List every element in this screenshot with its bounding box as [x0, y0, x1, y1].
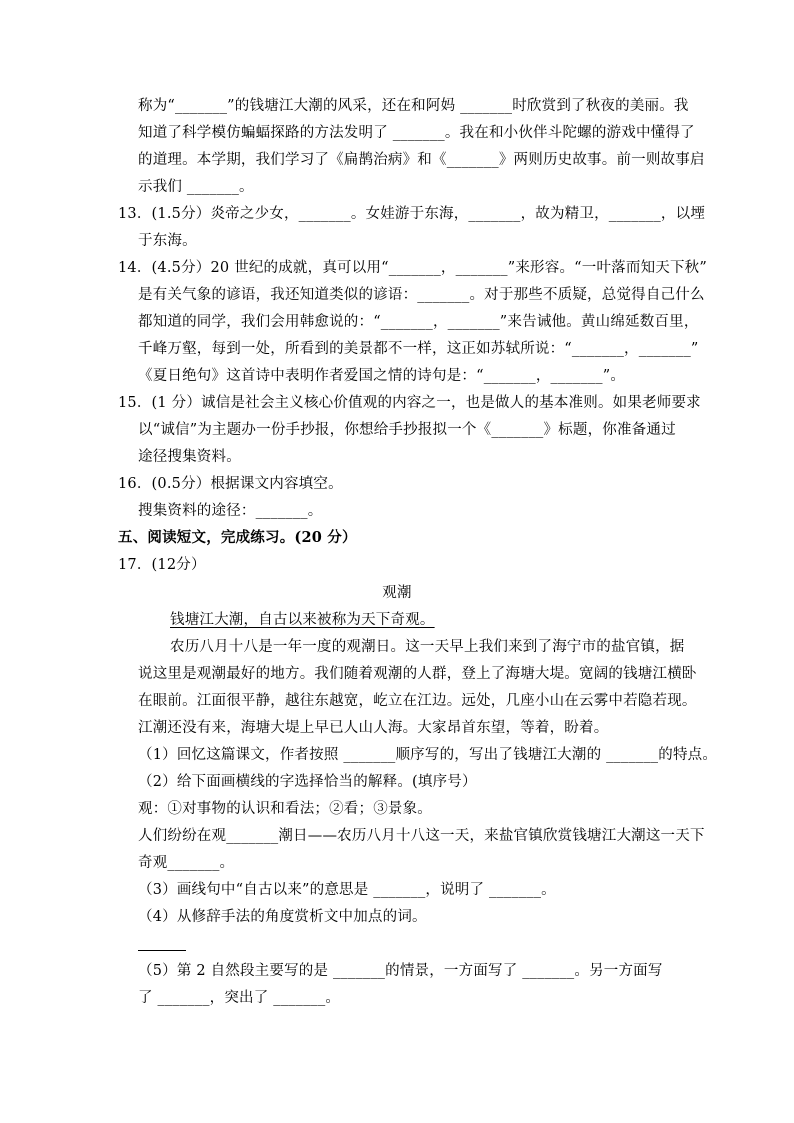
passage-line: 说这里是观潮最好的地方。我们随着观潮的人群，登上了海塘大堤。宽阔的钱塘江横卧 — [138, 666, 697, 682]
text-line: 的道理。本学期，我们学习了《扁鹊治病》和《_______》两则历史故事。前一则故事启 — [138, 152, 705, 168]
passage-line: 在眼前。江面很平静，越往东越宽，屹立在江边。远处，几座小山在云雾中若隐若现。 — [138, 693, 697, 709]
passage-title: 观潮 — [382, 585, 412, 601]
text-line: 途径搜集资料。 — [138, 449, 241, 465]
text-line: 了 _______，突出了 _______。 — [138, 990, 341, 1006]
question-17: 17．(12分） — [118, 557, 206, 573]
passage-line: 农历八月十八是一年一度的观潮日。这一天早上我们来到了海宁市的盐官镇，据 — [170, 639, 685, 655]
sub-question-1: （1）回忆这篇课文，作者按照 _______顺序写的，写出了钱塘江大潮的 _______的特点。 — [138, 747, 718, 763]
question-13: 13．(1.5分）炎帝之少女，_______。女娃游于东海，_______，故为精卫，_______，以堙 — [118, 206, 706, 222]
text-line: 人们纷纷在观_______潮日——农历八月十八这一天，来盐官镇欣赏钱塘江大潮这一天下 — [138, 828, 705, 844]
passage-line: 江潮还没有来，海塘大堤上早已人山人海。大家昂首东望，等着，盼着。 — [138, 720, 609, 736]
sub-question-3: （3）画线句中“自古以来”的意思是 _______，说明了 _______。 — [138, 882, 556, 898]
text-line: 千峰万壑，每到一处，所看到的美景都不一样，这正如苏轼所说：“_______，_______” — [138, 341, 699, 357]
text-line: 都知道的同学，我们会用韩愈说的：“_______，_______”来告诫他。黄山绵延数百里， — [138, 314, 699, 330]
text-line: 称为“_______”的钱塘江大潮的风采，还在和阿妈 _______时欣赏到了秋夜的美丽。我 — [138, 98, 689, 114]
section-heading: 五、阅读短文，完成练习。(20 分） — [118, 529, 357, 546]
text-line: 是有关气象的谚语，我还知道类似的谚语：_______。对于那些不质疑，总觉得自己什么 — [138, 287, 705, 303]
text-line: 以“诚信”为主题办一份手抄报，你想给手抄报拟一个《_______》标题，你准备通过 — [138, 422, 676, 438]
question-16: 16．(0.5分）根据课文内容填空。 — [118, 476, 343, 492]
text-line: 《夏日绝句》这首诗中表明作者爱国之情的诗句是：“_______，_______”。 — [138, 368, 626, 384]
sub-question-2: （2）给下面画横线的字选择恰当的解释。(填序号） — [138, 774, 477, 790]
question-14: 14．(4.5分）20 世纪的成就，真可以用“_______，_______”来形容。“一叶落而知天下秋” — [118, 260, 707, 276]
text-line: 于东海。 — [138, 233, 197, 249]
text-line: 奇观_______。 — [138, 855, 235, 871]
text-line: 搜集资料的途径：_______。 — [138, 503, 323, 519]
sub-question-4: （4）从修辞手法的角度赏析文中加点的词。 — [138, 909, 427, 925]
text-line: 示我们 _______。 — [138, 179, 254, 195]
sub-question-5: （5）第 2 自然段主要写的是 _______的情景，一方面写了 _______。另一方面写 — [138, 963, 663, 979]
answer-blank-line — [138, 950, 186, 951]
text-line: 知道了科学模仿蝙蝠探路的方法发明了 _______。我在和小伙伴斗陀螺的游戏中懂得了 — [138, 125, 695, 141]
underlined-sentence: 钱塘江大潮，自古以来被称为天下奇观。 — [170, 612, 435, 628]
question-15: 15．(1 分）诚信是社会主义核心价值观的内容之一，也是做人的基本准则。如果老师要求 — [118, 395, 701, 411]
definition-line: 观：①对事物的认识和看法；②看；③景象。 — [138, 801, 432, 817]
